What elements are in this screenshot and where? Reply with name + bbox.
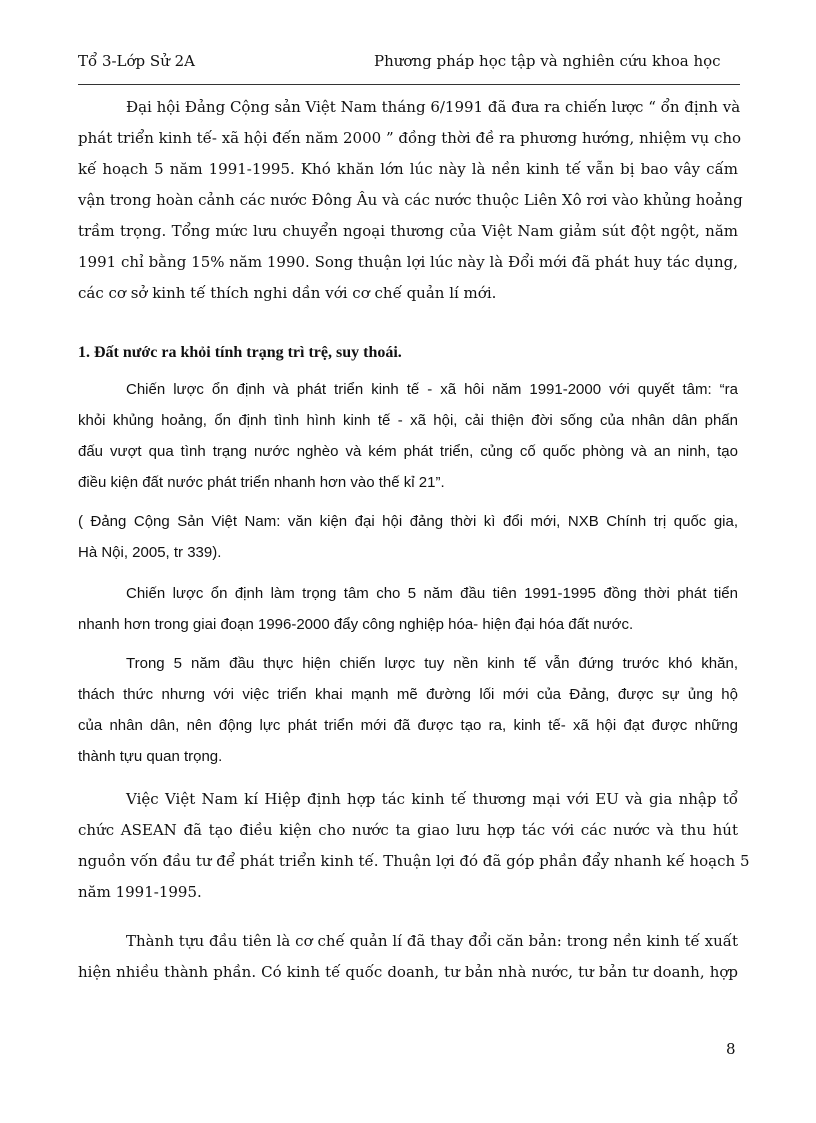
header-left: Tổ 3-Lớp Sử 2A xyxy=(78,52,196,70)
page-number: 8 xyxy=(726,1040,736,1058)
paragraph-line: đấu vượt qua tình trạng nước nghèo và kém phát triển, củng cố quốc phòng và an ninh, tạo xyxy=(78,443,738,460)
paragraph-line: phát triển kinh tế- xã hội đến năm 2000 ” đồng thời đề ra phương hướng, nhiệm vụ cho xyxy=(78,129,742,147)
paragraph-line: thách thức nhưng với việc triển khai mạnh mẽ đường lối mới của Đảng, được sự ủng hộ xyxy=(78,686,738,703)
paragraph-4 xyxy=(78,648,738,772)
paragraph-line: Đại hội Đảng Cộng sản Việt Nam tháng 6/1991 đã đưa ra chiến lược “ ổn định và xyxy=(126,98,741,116)
header-divider xyxy=(78,84,740,85)
paragraph-line: Chiến lược ổn định làm trọng tâm cho 5 năm đầu tiên 1991-1995 đồng thời phát tiển xyxy=(126,585,738,602)
paragraph-line: Thành tựu đầu tiên là cơ chế quản lí đã thay đổi căn bản: trong nền kinh tế xuất xyxy=(126,932,738,950)
paragraph-line: kế hoạch 5 năm 1991-1995. Khó khăn lớn lúc này là nền kinh tế vẫn bị bao vây cấm xyxy=(78,160,738,178)
citation-line: ( Đảng Cộng Sản Việt Nam: văn kiện đại hội đảng thời kì đổi mới, NXB Chính trị quốc gia, xyxy=(78,513,738,530)
paragraph-line: Việc Việt Nam kí Hiệp định hợp tác kinh tế thương mại với EU và gia nhập tổ xyxy=(126,790,738,808)
paragraph-2 xyxy=(78,374,738,498)
paragraph-line: thành tựu quan trọng. xyxy=(78,748,223,765)
citation xyxy=(78,506,738,568)
paragraph-line: Chiến lược ổn định và phát triển kinh tế - xã hôi năm 1991-2000 với quyết tâm: “ra xyxy=(126,381,738,398)
paragraph-line: điều kiện đất nước phát triển nhanh hơn vào thế kỉ 21”. xyxy=(78,474,445,491)
paragraph-line: hiện nhiều thành phần. Có kinh tế quốc doanh, tư bản nhà nước, tư bản tư doanh, hợp xyxy=(78,963,738,981)
paragraph-line: nhanh hơn trong giai đoạn 1996-2000 đẩy công nghiệp hóa- hiện đại hóa đất nước. xyxy=(78,616,634,633)
paragraph-5 xyxy=(78,784,750,908)
paragraph-line: trầm trọng. Tổng mức lưu chuyển ngoại thương của Việt Nam giảm sút đột ngột, năm xyxy=(78,222,738,240)
paragraph-line: chức ASEAN đã tạo điều kiện cho nước ta giao lưu hợp tác với các nước và thu hút xyxy=(78,821,738,839)
page-header xyxy=(78,52,738,78)
paragraph-1 xyxy=(78,92,743,309)
paragraph-line: nguồn vốn đầu tư để phát triển kinh tế. Thuận lợi đó đã góp phần đẩy nhanh kế hoạch 5 xyxy=(78,852,750,870)
paragraph-6 xyxy=(78,926,738,988)
paragraph-line: Trong 5 năm đầu thực hiện chiến lược tuy nền kinh tế vẫn đứng trước khó khăn, xyxy=(126,655,738,672)
paragraph-3 xyxy=(78,578,738,640)
paragraph-line: các cơ sở kinh tế thích nghi dần với cơ chế quản lí mới. xyxy=(78,284,497,302)
paragraph-line: của nhân dân, nên động lực phát triển mới đã được tạo ra, kinh tế- xã hội đạt được những xyxy=(78,717,738,734)
paragraph-line: 1991 chỉ bằng 15% năm 1990. Song thuận lợi lúc này là Đổi mới đã phát huy tác dụng, xyxy=(78,253,738,271)
citation-line: Hà Nội, 2005, tr 339). xyxy=(78,544,222,561)
paragraph-line: khỏi khủng hoảng, ổn định tình hình kinh tế - xã hội, cải thiện đời sống của nhân dân phấn xyxy=(78,412,738,429)
section-heading: 1. Đất nước ra khỏi tính trạng trì trệ, suy thoái. xyxy=(78,344,402,361)
paragraph-line: năm 1991-1995. xyxy=(78,883,202,901)
paragraph-line: vận trong hoàn cảnh các nước Đông Âu và các nước thuộc Liên Xô rơi vào khủng hoảng xyxy=(78,191,743,209)
header-right: Phương pháp học tập và nghiên cứu khoa học xyxy=(374,52,721,70)
